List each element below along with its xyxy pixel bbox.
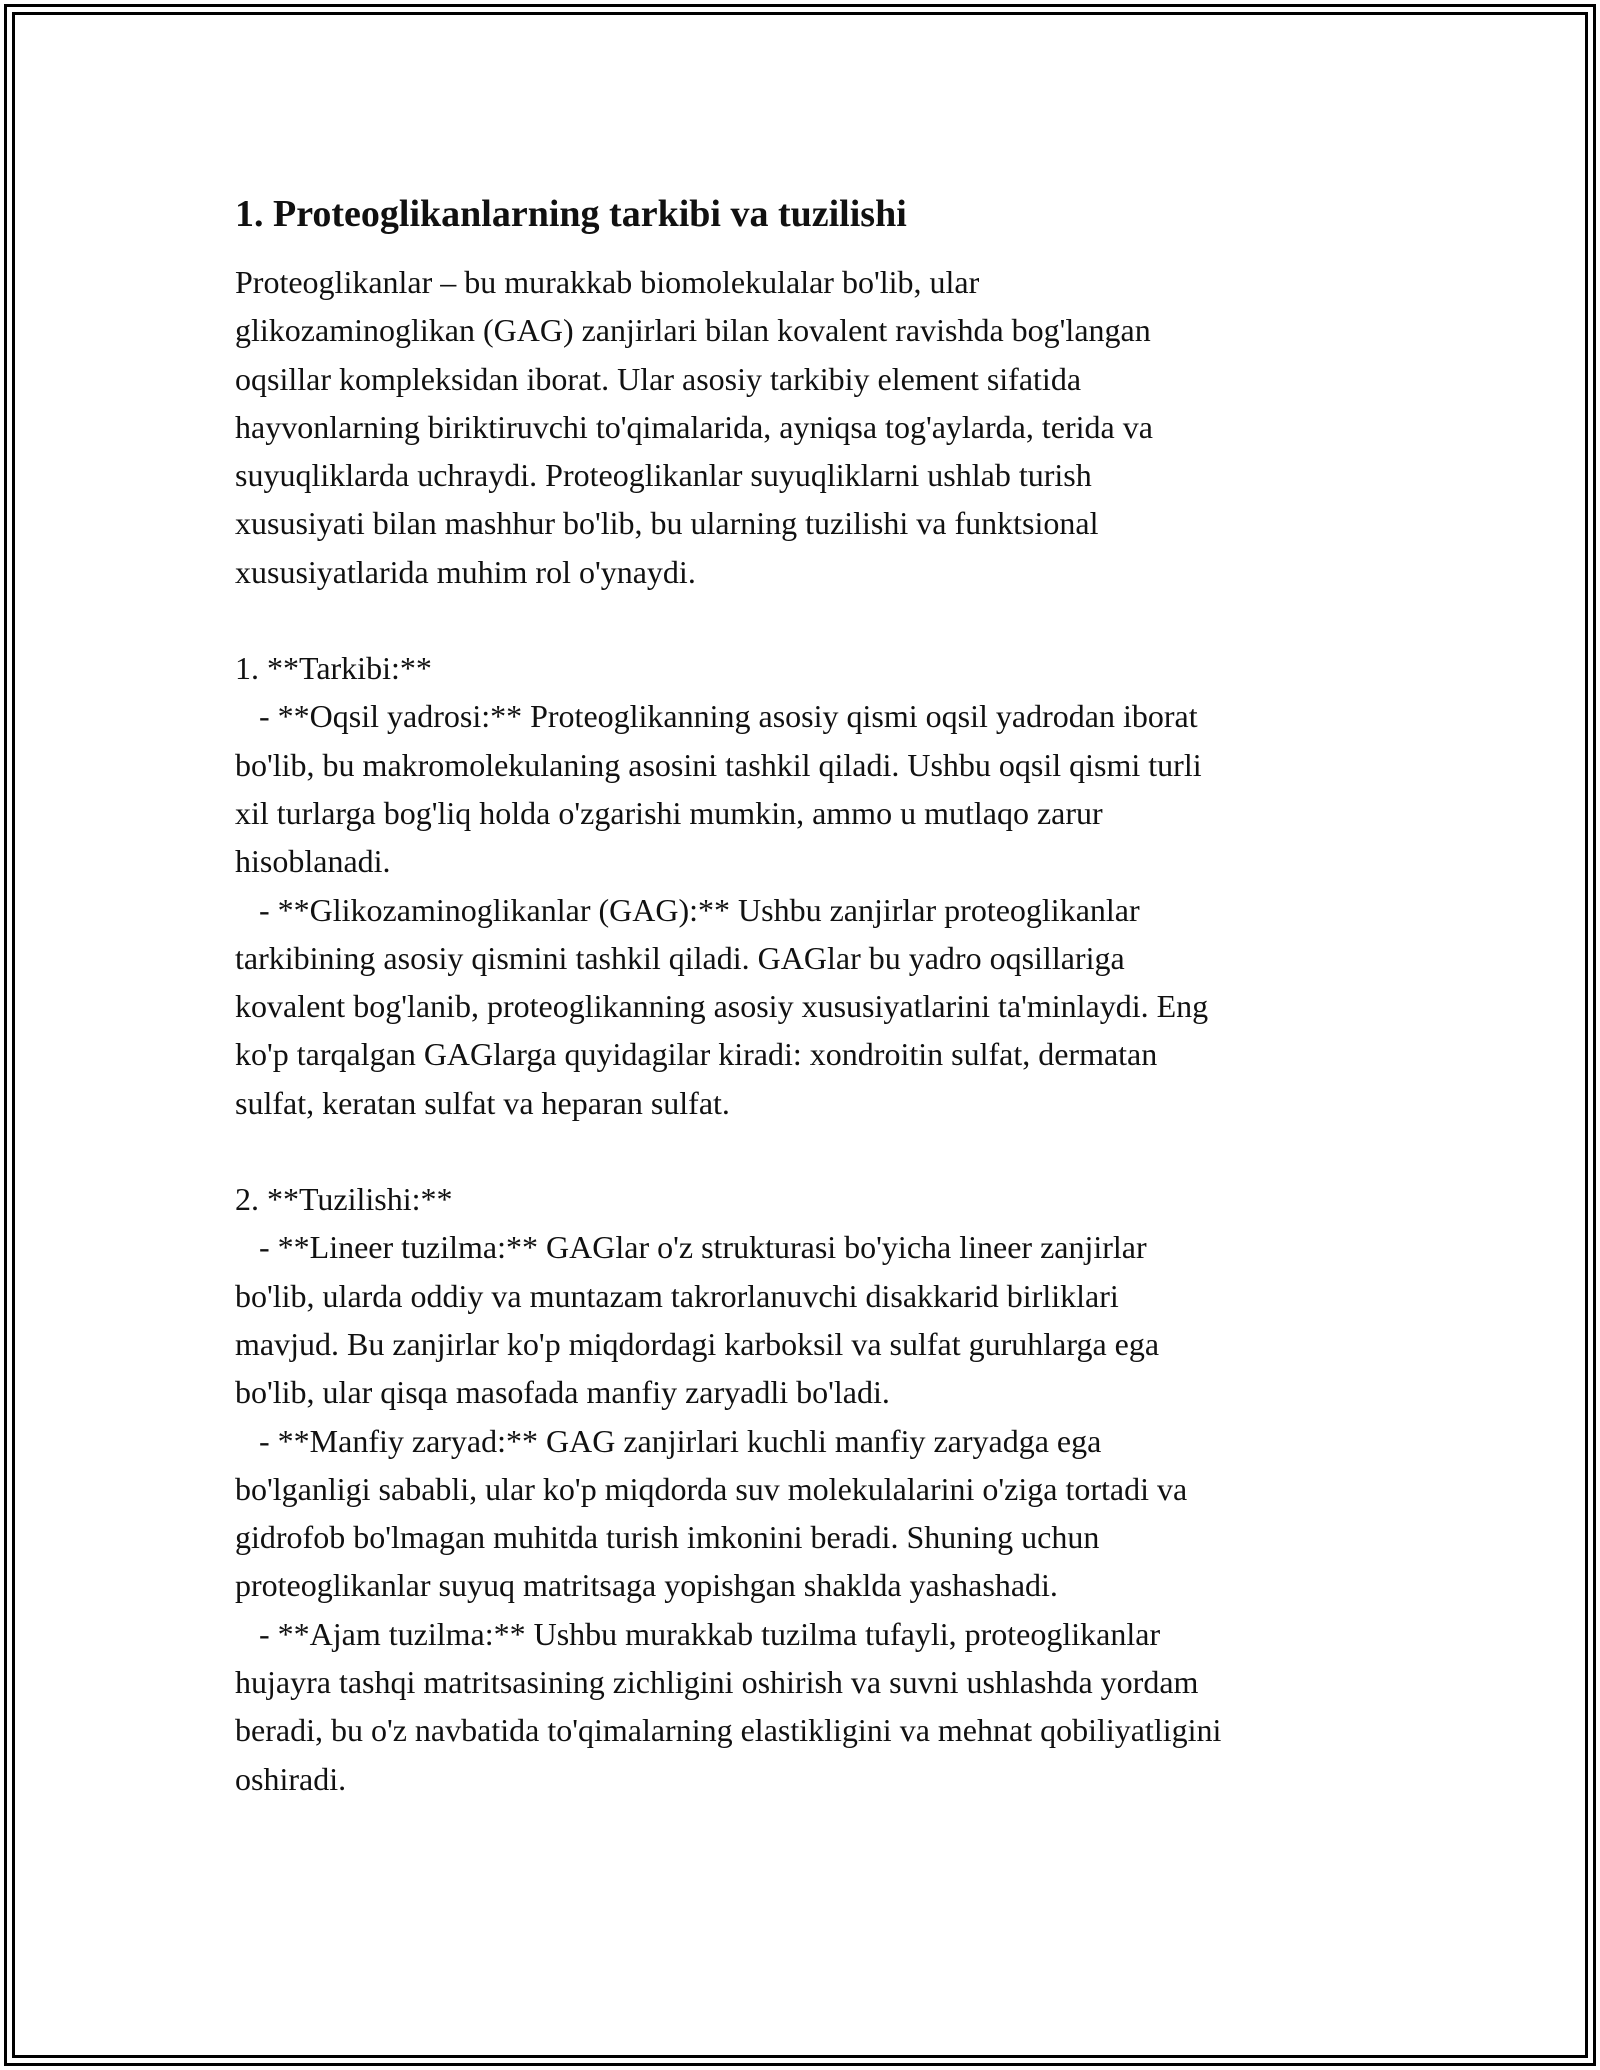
blank-line [235, 596, 1380, 644]
list-item-line: - **Glikozaminoglikanlar (GAG):** Ushbu zanjirlar proteoglikanlar [235, 891, 1140, 928]
section-heading: 1. Proteoglikanlarning tarkibi va tuzilishi [235, 193, 907, 235]
text-line: bo'lib, ularda oddiy va muntazam takrorlanuvchi disakkarid birliklari [235, 1277, 1119, 1314]
list-item-line: - **Manfiy zaryad:** GAG zanjirlari kuchli manfiy zaryadga ega [235, 1422, 1102, 1459]
list-heading: 2. **Tuzilishi:** [235, 1181, 453, 1218]
text-line: xususiyati bilan mashhur bo'lib, bu ularning tuzilishi va funktsional [235, 505, 1099, 542]
text-line: xususiyatlarida muhim rol o'ynaydi. [235, 553, 696, 590]
text-line: Proteoglikanlar – bu murakkab biomolekulalar bo'lib, ular [235, 264, 980, 300]
text-line: suyuqliklarda uchraydi. Proteoglikanlar suyuqliklarni ushlab turish [235, 457, 1092, 494]
text-line: gidrofob bo'lmagan muhitda turish imkonini beradi. Shuning uchun [235, 1519, 1100, 1556]
text-line: ko'p tarqalgan GAGlarga quyidagilar kiradi: xondroitin sulfat, dermatan [235, 1036, 1158, 1073]
text-line: glikozaminoglikan (GAG) zanjirlari bilan kovalent ravishda bog'langan [235, 312, 1151, 349]
text-line: proteoglikanlar suyuq matritsaga yopishgan shaklda yashashadi. [235, 1567, 1058, 1604]
text-line: bo'lib, ular qisqa masofada manfiy zaryadli bo'ladi. [235, 1374, 890, 1411]
text-line: sulfat, keratan sulfat va heparan sulfat. [235, 1084, 730, 1121]
list-heading: 1. **Tarkibi:** [235, 650, 432, 687]
text-line: hayvonlarning biriktiruvchi to'qimalarida, ayniqsa tog'aylarda, terida va [235, 408, 1153, 445]
text-line: hisoblanadi. [235, 843, 391, 880]
list-item-line: - **Oqsil yadrosi:** Proteoglikanning asosiy qismi oqsil yadrodan iborat [235, 698, 1198, 735]
text-line: xil turlarga bog'liq holda o'zgarishi mumkin, ammo u mutlaqo zarur [235, 794, 1103, 831]
text-line: oqsillar kompleksidan iborat. Ular asosiy tarkibiy element sifatida [235, 360, 1082, 397]
document-page [235, 190, 1380, 1803]
text-line: beradi, bu o'z navbatida to'qimalarning elastikligini va mehnat qobiliyatligini [235, 1712, 1222, 1749]
text-line: mavjud. Bu zanjirlar ko'p miqdordagi karboksil va sulfat guruhlarga ega [235, 1325, 1160, 1362]
text-line: hujayra tashqi matritsasining zichligini oshirish va suvni ushlashda yordam [235, 1664, 1199, 1701]
blank-line [235, 1127, 1380, 1175]
section-tarkibi [235, 644, 1380, 1127]
text-line: oshiradi. [235, 1760, 347, 1797]
text-line: bo'lganligi sababli, ular ko'p miqdorda suv molekulalarini o'ziga tortadi va [235, 1470, 1188, 1507]
list-item-line: - **Ajam tuzilma:** Ushbu murakkab tuzilma tufayli, proteoglikanlar [235, 1615, 1161, 1652]
text-line: tarkibining asosiy qismini tashkil qiladi. GAGlar bu yadro oqsillariga [235, 939, 1125, 976]
text-line: bo'lib, bu makromolekulaning asosini tashkil qiladi. Ushbu oqsil qismi turli [235, 746, 1202, 783]
text-line: kovalent bog'lanib, proteoglikanning asosiy xususiyatlarini ta'minlaydi. Eng [235, 988, 1209, 1025]
list-item-line: - **Lineer tuzilma:** GAGlar o'z strukturasi bo'yicha lineer zanjirlar [235, 1229, 1147, 1266]
section-tuzilishi [235, 1175, 1380, 1803]
intro-paragraph [235, 258, 1380, 596]
